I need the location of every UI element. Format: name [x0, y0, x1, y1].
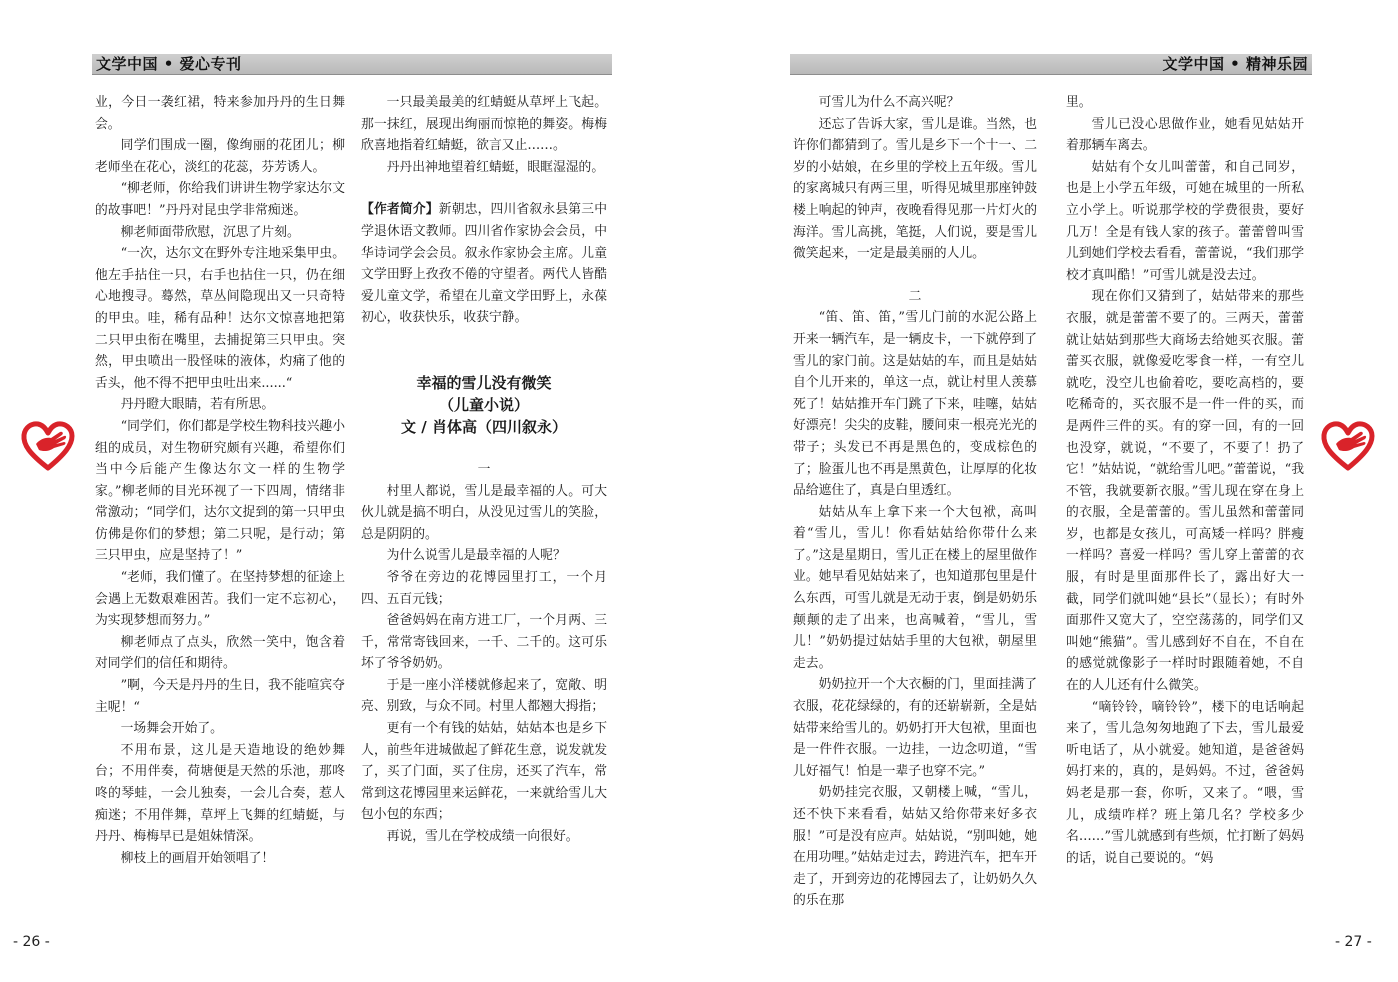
author-bio-label: 【作者简介】	[361, 202, 439, 218]
paragraph: 还忘了告诉大家，雪儿是谁。当然，也许你们都猜到了。雪儿是乡下一个十一、二岁的小姑娘，在乡里的学校上五年级。雪儿的家离城只有两三里，听得见城里那座钟鼓楼上响起的钟声，夜晚看得见那一片灯火的海洋。雪儿高挑，笔挺，人们说，要是雪儿微笑起来，一定是最美丽的人儿。	[793, 116, 1037, 262]
paragraph: 雪儿已没心思做作业，她看见姑姑开着那辆车离去。	[1066, 116, 1304, 154]
paragraph: 现在你们又猜到了，姑姑带来的那些衣服，就是蕾蕾不要了的。三两天，蕾蕾就让姑姑到那些大商场去给她买衣服。蕾蕾买衣服，就像爱吃零食一样，一有空儿就吃，没空儿也偷着吃，要吃高档的，要吃稀奇的，买衣服不是一件一件的买，而是两件三件的买。有的穿一回，有的一回也没穿，就说，“不要了，不要了！扔了它！”姑姑说，“就给雪儿吧。”蕾蕾说，“我不管，我就要新衣服。”雪儿现在穿在身上的衣服，全是蕾蕾的。雪儿虽然和蕾蕾同岁，也都是女孩儿，可高矮一样吗？胖瘦一样吗？喜爱一样吗？雪儿穿上蕾蕾的衣服，有时是里面那件长了，露出好大一截，同学们就叫她“县长”（显长）；有时外面那件又宽大了，空空荡荡的，同学们又叫她“熊猫”。雪儿感到好不自在，不自在的感觉就像影子一样时时跟随着她，不自在的人儿还有什么微笑。	[1066, 289, 1304, 694]
story-author: 文 / 肖体高（四川叙永）	[401, 417, 567, 436]
heart-hand-logo-left	[20, 420, 76, 472]
paragraph: 业，今日一袭红裙，特来参加丹丹的生日舞会。	[95, 95, 345, 132]
paragraph: “一次，达尔文在野外专注地采集甲虫。他左手拈住一只，右手也拈住一只，仍在细心地搜寻。蓦然，草丛间隐现出又一只奇特的甲虫。哇，稀有品种！达尔文惊喜地把第二只甲虫衔在嘴里，去捕捉第三只甲虫。突然，甲虫喷出一股怪味的液体，灼痛了他的舌头，他不得不把甲虫吐出来......“	[95, 246, 345, 391]
paragraph: 爸爸妈妈在南方进工厂，一个月两、三千，常常寄钱回来，一千、二千的。这可乐坏了爷爷奶奶。	[361, 613, 607, 672]
paragraph: 柳老师面带欣慰，沉思了片刻。	[120, 224, 300, 240]
paragraph: “老师，我们懂了。在坚持梦想的征途上会遇上无数艰难困苦。我们一定不忘初心，为实现梦想而努力。”	[95, 570, 345, 629]
paragraph: “嘀铃铃，嘀铃铃”，楼下的电话响起来了，雪儿急匆匆地跑了下去，雪儿最爱听电话了，从小就爱。她知道，是爸爸妈妈打来的，真的，是妈妈。不过，爸爸妈妈老是那一套，你听，又来了。“喂，雪儿，成绩咋样？班上第几名？学校多少名……”雪儿就感到有些烦，忙打断了妈妈的话，说自己要说的。“妈	[1066, 699, 1304, 866]
section-number: 二	[908, 288, 922, 304]
paragraph: 于是一座小洋楼就修起来了，宽敞、明亮、别致，与众不同。村里人都翘大拇指；	[361, 677, 607, 715]
column-4	[1066, 92, 1304, 869]
paragraph: 可雪儿为什么不高兴呢？	[818, 95, 960, 110]
heart-hand-logo-right	[1320, 420, 1376, 472]
page-number-right: - 27 -	[1335, 934, 1372, 950]
paragraph: 更有一个有钱的姑姑，姑姑本也是乡下人，前些年进城做起了鲜花生意，说发就发了，买了门面，买了住房，还买了汽车，常常到这花博园里来运鲜花，一来就给雪儿大包小包的东西；	[361, 721, 607, 823]
header-title-left: 文学中国 • 爱心专刊	[96, 55, 242, 73]
story-title: 幸福的雪儿没有微笑	[416, 373, 552, 392]
column-2	[361, 92, 607, 848]
paragraph: 一场舞会开始了。	[120, 721, 223, 737]
paragraph: 不用布景，这儿是天造地设的绝妙舞台；不用伴奏，荷塘便是天然的乐池，那咚咚的琴蛙，一会儿独奏，一会儿合奏，惹人痴迷；不用伴舞，草坪上飞舞的红蜻蜓，与丹丹、梅梅早已是姐妹情深。	[95, 742, 345, 845]
paragraph: 一只最美最美的红蜻蜓从草坪上飞起。那一抹红，展现出绚丽而惊艳的舞姿。梅梅欣喜地指着红蜻蜓，欲言又止……。	[361, 95, 607, 154]
paragraph: 爷爷在旁边的花博园里打工，一个月四、五百元钱；	[361, 569, 607, 607]
paragraph: 为什么说雪儿是最幸福的人呢？	[386, 548, 566, 564]
paragraph: 丹丹出神地望着红蜻蜓，眼眶湿湿的。	[386, 159, 605, 175]
paragraph: 同学们围成一圈，像绚丽的花团儿；柳老师坐在花心，淡红的花蕊，芬芳诱人。	[95, 138, 345, 175]
column-1	[95, 92, 345, 869]
header-title-right: 文学中国 • 精神乐园	[1162, 55, 1308, 73]
paragraph: ”啊，今天是丹丹的生日，我不能喧宾夺主呢！“	[95, 678, 345, 715]
paragraph: 姑姑有个女儿叫蕾蕾，和自己同岁，也是上小学五年级，可她在城里的一所私立小学上。听说那学校的学费很贵，要好几万！全是有钱人家的孩子。蕾蕾曾叫雪儿到她们学校去看看，蕾蕾说，“我们那学校才真叫酷！”可雪儿就是没去过。	[1066, 159, 1304, 283]
paragraph: 柳老师点了点头，欣然一笑中，饱含着对同学们的信任和期待。	[95, 634, 345, 672]
paragraph: 丹丹瞪大眼睛，若有所思。	[120, 397, 275, 413]
author-bio	[361, 199, 607, 329]
paragraph: 里。	[1066, 95, 1092, 110]
story-genre: （儿童小说）	[438, 395, 529, 414]
author-bio-text: 新朝忠，四川省叙永县第三中学退休语文教师。四川省作家协会会员，中华诗词学会会员。叙永作家协会主席。儿童文学田野上孜孜不倦的守望者。两代人皆酷爱儿童文学，希望在儿童文学田野上，永葆初心，收获快乐，收获宁静。	[361, 202, 608, 326]
paragraph: “笛、笛、笛，”雪儿门前的水泥公路上开来一辆汽车，是一辆皮卡，一下就停到了雪儿的家门前。这是姑姑的车，而且是姑姑自个儿开来的，单这一点，就让村里人羡慕死了！姑姑推开车门跳了下来，哇噻，姑姑好漂亮！尖尖的皮鞋，腰间束一根亮光光的带子；头发已不再是黑色的，变成棕色的了；脸蛋儿也不再是黑黄色，让厚厚的化妆品给遮住了，真是白里透红。	[793, 310, 1037, 499]
paragraph: “同学们，你们都是学校生物科技兴趣小组的成员，对生物研究颇有兴趣，希望你们当中今后能产生像达尔文一样的生物学家。”柳老师的目光环视了一下四周，情绪非常激动；“同学们，达尔文捉到的第一只甲虫仿佛是你们的梦想；第二只呢，是行动；第三只甲虫，应是坚持了！”	[95, 418, 345, 564]
header-band-left	[92, 54, 612, 75]
header-band-right	[790, 54, 1312, 75]
paragraph: 柳枝上的画眉开始领唱了！	[120, 850, 275, 866]
column-3	[793, 92, 1037, 912]
paragraph: 再说，雪儿在学校成绩一向很好。	[386, 829, 579, 845]
paragraph: “柳老师，你给我们讲讲生物学家达尔文的故事吧！”丹丹对昆虫学非常痴迷。	[95, 181, 345, 218]
paragraph: 奶奶挂完衣服，又朝楼上喊，“雪儿，还不快下来看看，姑姑又给你带来好多衣服！”可是没有应声。姑姑说，“别叫她，她在用功哩。”姑姑走过去，跨进汽车，把车开走了，开到旁边的花博园去了，让奶奶久久的乐在那	[793, 785, 1037, 909]
paragraph: 姑姑从车上拿下来一个大包袱，高叫着“雪儿，雪儿！你看姑姑给你带什么来了。”这是星期日，雪儿正在楼上的屋里做作业。她早看见姑姑来了，也知道那包里是什么东西，可雪儿就是无动于衷，倒是奶奶乐颠颠的走了出来，也高喊着，“雪儿，雪儿！”奶奶提过姑姑手里的大包袱，朝屋里走去。	[793, 504, 1037, 671]
story-heading	[361, 372, 607, 438]
page-number-left: - 26 -	[13, 934, 50, 950]
paragraph: 奶奶拉开一个大衣橱的门，里面挂满了衣服，花花绿绿的，有的还崭崭新，全是姑姑带来给雪儿的。奶奶打开大包袱，里面也是一件件衣服。一边挂，一边念叨道，“雪儿好福气！怕是一辈子也穿不完。”	[793, 677, 1037, 779]
paragraph: 村里人都说，雪儿是最幸福的人。可大伙儿就是搞不明白，从没见过雪儿的笑脸，总是阴阴的。	[361, 483, 607, 542]
section-number: 一	[477, 461, 491, 477]
